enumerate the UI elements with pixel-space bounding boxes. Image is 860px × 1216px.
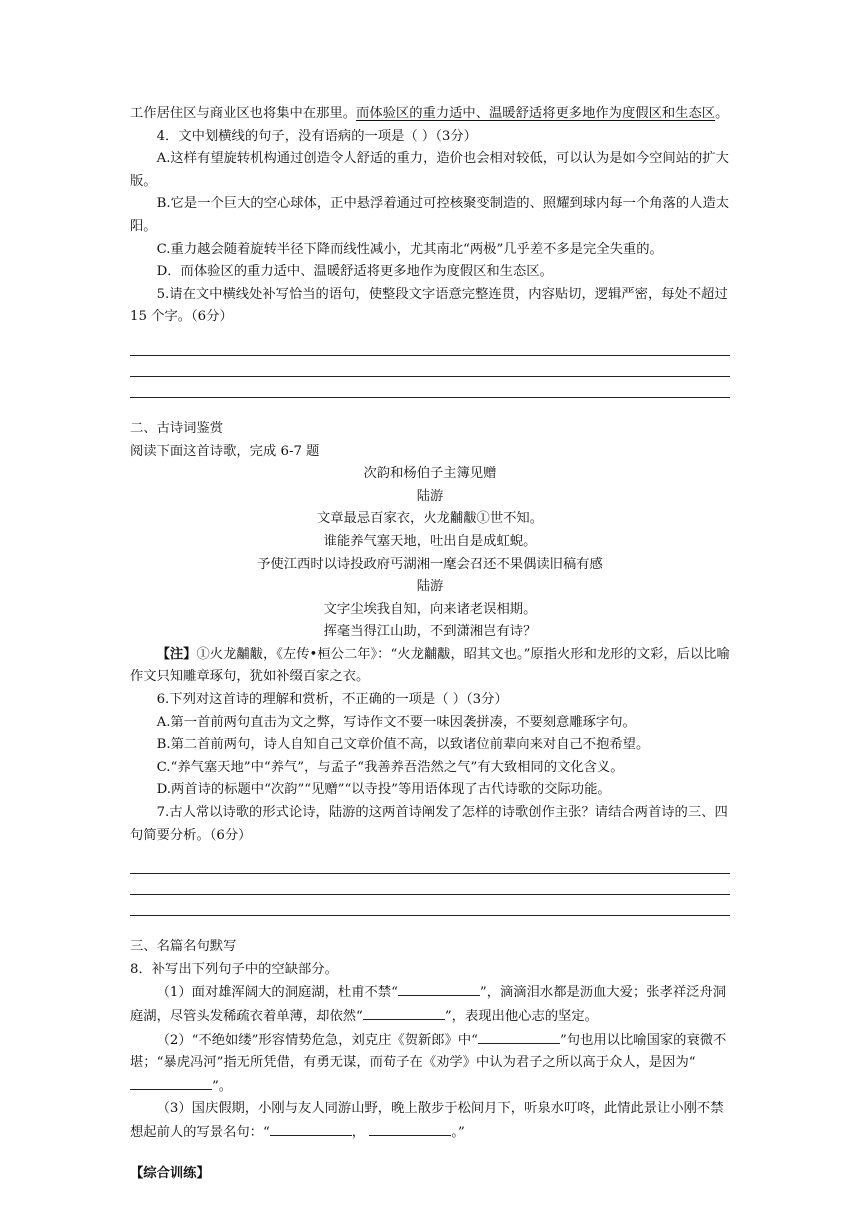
fill-blank[interactable] (369, 1121, 451, 1136)
section-3-title: 三、名篇名句默写 (130, 939, 237, 955)
q8-part-2: （2）“不绝如缕”形容情势危急，刘克庄《贺新郎》中“ ”句也用以比喻国家的衰微不堪；“暴虎冯河”指无所凭借，有勇无谋，而荀子在《劝学》中认为君子之所以高于众人，是因为“”。 (130, 1029, 730, 1099)
fill-blank[interactable] (130, 1075, 212, 1090)
q8-stem: 8．补写出下列句子中的空缺部分。 (130, 961, 338, 977)
poem2-line: 挥毫当得江山助，不到潇湘岂有诗？ (323, 624, 537, 640)
poem1-line: 文章最忌百家衣，火龙黼黻①世不知。 (316, 511, 544, 527)
answer-line[interactable] (130, 895, 730, 916)
note-label: 【注】 (156, 646, 197, 662)
q4-option-b: B.它是一个巨大的空心球体，正中悬浮着通过可控核聚变制造的、照耀到球内每一个角落的人造太阳。 (130, 196, 730, 234)
q4-option-c: C.重力越会随着旋转半径下降而线性减小，尤其南北“两极”几乎差不多是完全失重的。 (156, 241, 663, 257)
poem2-title: 予使江西时以诗投政府丐湖湘一麾会召还不果偶读旧稿有感 (257, 556, 603, 572)
poem2-line: 文字尘埃我自知，向来诸老误相期。 (323, 601, 537, 617)
answer-line[interactable] (130, 853, 730, 874)
answer-line[interactable] (130, 356, 730, 377)
q8-part-1: （1）面对雄浑阔大的洞庭湖，杜甫不禁“ ”，滴滴泪水都是沥血大爱；张孝祥泛舟洞庭湖，尽管头发稀疏衣着单薄，却依然“ ”，表现出他心志的坚定。 (130, 981, 730, 1028)
section-2-instruction: 阅读下面这首诗歌，完成 6-7 题 (130, 443, 320, 459)
poem1-title: 次韵和杨伯子主簿见赠 (363, 466, 497, 482)
intro-paragraph: 工作居住区与商业区也将集中在那里。而体验区的重力适中、温暖舒适将更多地作为度假区和生态区。 (130, 106, 729, 121)
section-2-title: 二、古诗词鉴赏 (130, 420, 224, 436)
poem-note (130, 644, 730, 689)
fill-blank[interactable] (398, 981, 480, 996)
q5-stem: 5.请在文中横线处补写恰当的语句，使整段文字语意完整连贯，内容贴切，逻辑严密，每处不超过 15 个字。（6分） (130, 286, 728, 325)
answer-line[interactable] (130, 874, 730, 895)
answer-line[interactable] (130, 335, 730, 356)
q6-stem: 6.下列对这首诗的理解和赏析，不正确的一项是（ ）（3分） (156, 692, 508, 708)
document-page (130, 103, 730, 1185)
fill-blank[interactable] (478, 1029, 560, 1044)
note-text: ①火龙黼黻，《左传•桓公二年》：“火龙黼黻，昭其文也。”原指火形和龙形的文彩，后以比喻作文只知雕章琢句，犹如补缀百家之衣。 (130, 646, 730, 685)
fill-blank[interactable] (363, 1005, 445, 1020)
q6-option-a: A.第一首前两句直击为文之弊，写诗作文不要一味因袭拼凑，不要刻意雕琢字句。 (156, 714, 636, 730)
q6-option-d: D.两首诗的标题中“次韵”“见赠”“以寺投”等用语体现了古代诗歌的交际功能。 (156, 782, 611, 798)
q4-option-a: A.这样有望旋转机构通过创造令人舒适的重力，造价也会相对较低，可以认为是如今空间站的扩大版。 (130, 151, 729, 189)
q7-stem: 7.古人常以诗歌的形式论诗，陆游的这两首诗阐发了怎样的诗歌创作主张？请结合两首诗的三、四句简要分析。（6分） (130, 805, 728, 843)
underlined-sentence: 而体验区的重力适中、温暖舒适将更多地作为度假区和生态区 (356, 106, 716, 121)
poem2-author: 陆游 (416, 579, 444, 595)
q7-answer-area[interactable] (130, 853, 730, 916)
poem1-line: 谁能养气塞天地，吐出自是成虹蜺。 (323, 533, 537, 549)
q4-option-d: D．而体验区的重力适中、温暖舒适将更多地作为度假区和生态区。 (156, 264, 553, 280)
footer-title: 【综合训练】 (130, 1165, 210, 1181)
q4-stem: 4．文中划横线的句子，没有语病的一项是（ ）（3分） (156, 128, 477, 144)
q5-answer-area[interactable] (130, 335, 730, 398)
fill-blank[interactable] (270, 1121, 352, 1136)
answer-line[interactable] (130, 377, 730, 398)
q8-part-3: （3）国庆假期，小刚与友人同游山野，晚上散步于松间月下，听泉水叮咚，此情此景让小刚不禁想起前人的写景名句：“ ， 。” (130, 1101, 724, 1140)
q6-option-c: C.“养气塞天地”中“养气”，与孟子“我善养吾浩然之气”有大致相同的文化含义。 (156, 759, 624, 775)
poem1-author: 陆游 (416, 488, 444, 504)
q6-option-b: B.第二首前两句，诗人自知自己文章价值不高，以致诸位前辈向来对自己不抱希望。 (156, 737, 650, 753)
